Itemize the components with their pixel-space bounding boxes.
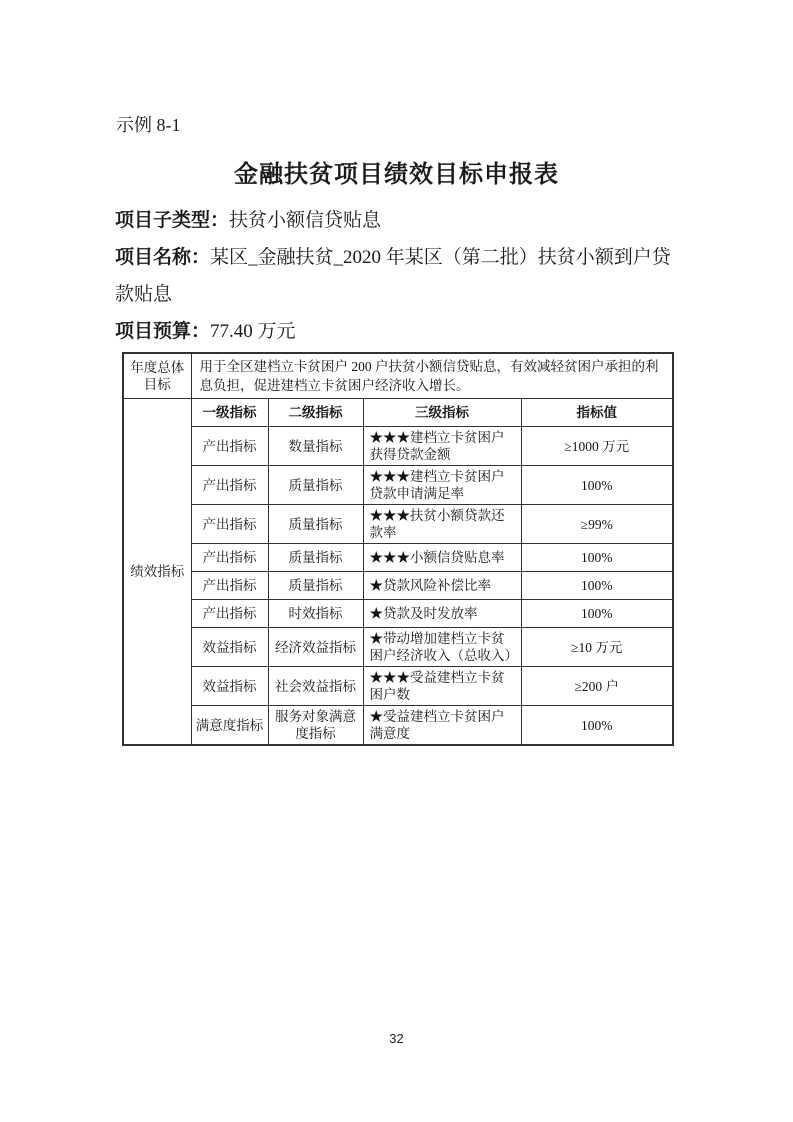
performance-indicator-label: 绩效指标 — [123, 399, 191, 746]
field-project-budget-value: 77.40 万元 — [210, 321, 296, 342]
cell-level2: 质量指标 — [268, 572, 363, 600]
cell-level2: 经济效益指标 — [268, 628, 363, 667]
cell-level1: 产出指标 — [191, 600, 268, 628]
cell-level1: 产出指标 — [191, 466, 268, 505]
cell-level2: 质量指标 — [268, 505, 363, 544]
field-project-budget — [115, 313, 681, 350]
cell-level1: 效益指标 — [191, 667, 268, 706]
field-project-subtype-value: 扶贫小额信贷贴息 — [229, 210, 382, 231]
cell-level3: ★★★受益建档立卡贫困户数 — [363, 667, 521, 706]
table-row — [123, 706, 673, 746]
cell-value: 100% — [521, 600, 673, 628]
table-header-row — [123, 399, 673, 427]
cell-value: 100% — [521, 706, 673, 746]
performance-target-table — [122, 352, 674, 746]
annual-goal-label: 年度总体目标 — [123, 353, 191, 399]
field-project-subtype — [115, 202, 681, 239]
table-row — [123, 572, 673, 600]
cell-level3: ★★★扶贫小额贷款还款率 — [363, 505, 521, 544]
field-project-name — [115, 239, 681, 313]
table-row — [123, 600, 673, 628]
table-row — [123, 466, 673, 505]
cell-level2: 质量指标 — [268, 466, 363, 505]
table-row — [123, 505, 673, 544]
cell-level3: ★★★小额信贷贴息率 — [363, 544, 521, 572]
column-header-level1: 一级指标 — [191, 399, 268, 427]
example-label: 示例 8-1 — [116, 115, 181, 135]
cell-level3: ★★★建档立卡贫困户获得贷款金额 — [363, 427, 521, 466]
cell-value: 100% — [521, 466, 673, 505]
field-project-budget-label: 项目预算： — [115, 321, 211, 342]
table-row — [123, 427, 673, 466]
cell-value: ≥200 户 — [521, 667, 673, 706]
table-row — [123, 544, 673, 572]
cell-level3: ★★★建档立卡贫困户贷款申请满足率 — [363, 466, 521, 505]
cell-level2: 社会效益指标 — [268, 667, 363, 706]
table-row — [123, 628, 673, 667]
table-row — [123, 667, 673, 706]
field-list — [115, 202, 681, 350]
cell-value: ≥10 万元 — [521, 628, 673, 667]
cell-level1: 产出指标 — [191, 505, 268, 544]
cell-level3: ★贷款及时发放率 — [363, 600, 521, 628]
cell-level2: 服务对象满意度指标 — [268, 706, 363, 746]
cell-level3: ★贷款风险补偿比率 — [363, 572, 521, 600]
page-title: 金融扶贫项目绩效目标申报表 — [234, 162, 559, 188]
cell-value: ≥99% — [521, 505, 673, 544]
cell-level2: 质量指标 — [268, 544, 363, 572]
page-number: 32 — [389, 1031, 404, 1046]
cell-level3: ★受益建档立卡贫困户满意度 — [363, 706, 521, 746]
cell-level2: 数量指标 — [268, 427, 363, 466]
annual-goal-text: 用于全区建档立卡贫困户 200 户扶贫小额信贷贴息，有效减轻贫困户承担的利息负担，促进建档立卡贫困户经济收入增长。 — [191, 353, 673, 399]
cell-level3: ★带动增加建档立卡贫困户经济收入（总收入） — [363, 628, 521, 667]
cell-level1: 效益指标 — [191, 628, 268, 667]
field-project-subtype-label: 项目子类型： — [115, 210, 230, 231]
cell-value: 100% — [521, 544, 673, 572]
column-header-level2: 二级指标 — [268, 399, 363, 427]
annual-goal-row — [123, 353, 673, 399]
cell-value: ≥1000 万元 — [521, 427, 673, 466]
cell-level1: 满意度指标 — [191, 706, 268, 746]
field-project-name-value: 某区_金融扶贫_2020 年某区（第二批）扶贫小额到户贷款贴息 — [115, 247, 671, 305]
column-header-value: 指标值 — [521, 399, 673, 427]
cell-level1: 产出指标 — [191, 544, 268, 572]
field-project-name-label: 项目名称： — [115, 247, 211, 268]
cell-value: 100% — [521, 572, 673, 600]
cell-level1: 产出指标 — [191, 427, 268, 466]
cell-level2: 时效指标 — [268, 600, 363, 628]
column-header-level3: 三级指标 — [363, 399, 521, 427]
cell-level1: 产出指标 — [191, 572, 268, 600]
